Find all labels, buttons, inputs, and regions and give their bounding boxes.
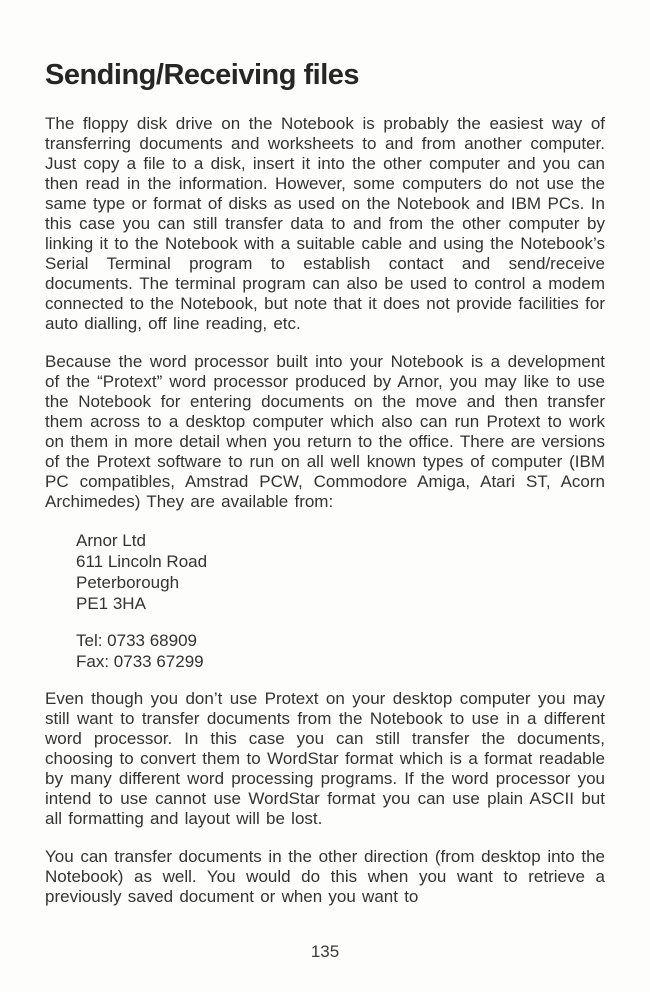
address-line-street: 611 Lincoln Road (76, 552, 208, 571)
address-line-company: Arnor Ltd (76, 531, 146, 550)
contact-block (76, 630, 605, 672)
fax-line: Fax: 0733 67299 (76, 652, 204, 671)
page-title: Sending/Receiving files (45, 59, 360, 91)
page-number: 135 (310, 942, 340, 961)
address-line-city: Peterborough (76, 573, 180, 592)
paragraph-wordstar: Even though you don’t use Protext on your desktop computer you may still want to transfer documents from the Notebook to use in a different word processor. In this case you can still transfer the documents, choosing to convert them to WordStar format which is a format readable by many different word processing programs. If the word processor you intend to use cannot use WordStar format you can use plain ASCII but all formatting and layout will be lost. (45, 689, 605, 828)
telephone-line: Tel: 0733 68909 (76, 631, 197, 650)
paragraph-protext: Because the word processor built into your Notebook is a development of the “Protext” word processor produced by Arnor, you may like to use the Notebook for entering documents on the move and then transfer them across to a desktop computer which also can run Protext to work on them in more detail when you return to the office. There are versions of the Protext software to run on all well known types of computer (IBM PC compatibles, Amstrad PCW, Commodore Amiga, Atari ST, Acorn Archimedes) They are available from: (45, 352, 605, 511)
address-line-postcode: PE1 3HA (76, 594, 146, 613)
address-block (76, 530, 605, 614)
paragraph-floppy-transfer: The floppy disk drive on the Notebook is probably the easiest way of transferring documents and worksheets to and from another computer. Just copy a file to a disk, insert it into the other computer and you can then read in the information. However, some computers do not use the same type or format of disks as used on the Notebook and IBM PCs. In this case you can still transfer data to and from the other computer by linking it to the Notebook with a suitable cable and using the Notebook’s Serial Terminal program to establish contact and send/receive documents. The terminal program can also be used to control a modem connected to the Notebook, but note that it does not provide facilities for auto dialling, off line reading, etc. (45, 114, 605, 333)
paragraph-reverse-transfer: You can transfer documents in the other direction (from desktop into the Notebook) as well. You would do this when you want to retrieve a previously saved document or when you want to (45, 847, 605, 906)
